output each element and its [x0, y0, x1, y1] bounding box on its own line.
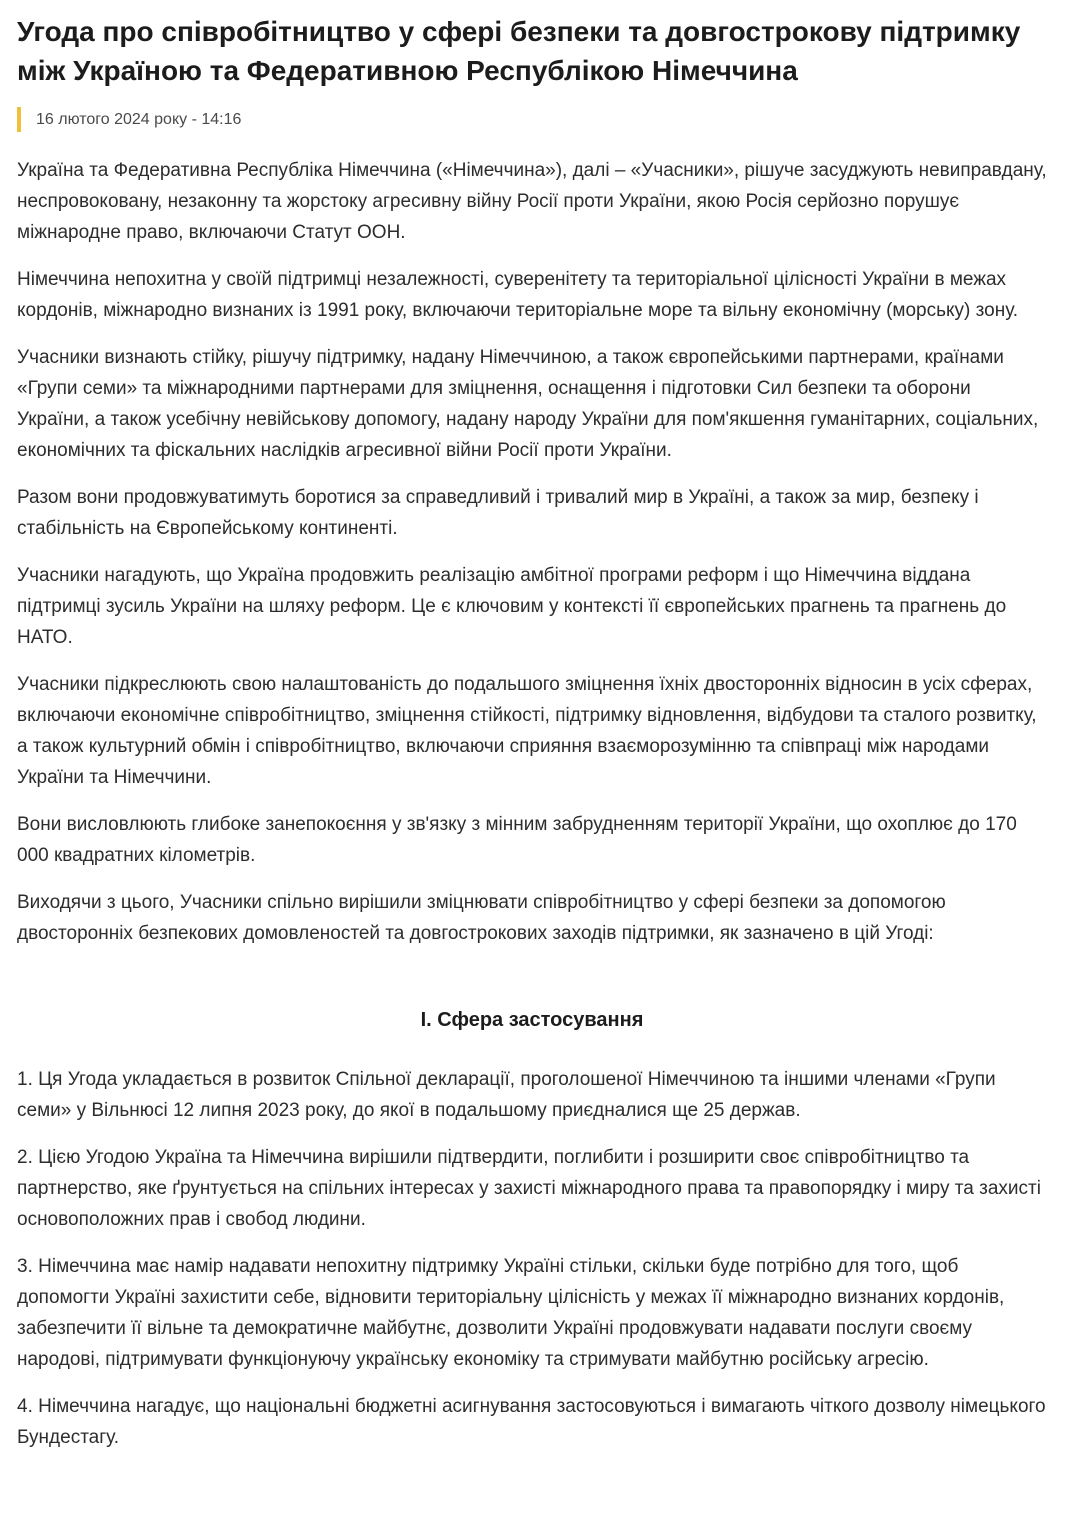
section-heading-scope: І. Сфера застосування — [420, 1009, 644, 1032]
paragraph: Учасники визнають стійку, рішучу підтримку, надану Німеччиною, а також європейськими партнерами, країнами «Групи семи» та міжнародними партнерами для зміцнення, оснащення і підготовки Сил безпеки та оборони України, а також усебічну невійськову допомогу, надану народу України для пом'якшення гуманітарних, соціальних, економічних та фіскальних наслідків агресивної війни Росії проти України. — [17, 347, 1039, 462]
numbered-paragraph: 3. Німеччина має намір надавати непохитну підтримку Україні стільки, скільки буде потрібно для того, щоб допомогти Україні захистити себе, відновити територіальну цілісність у межах її міжнародно визнаних кордонів, забезпечити її вільне та демократичне майбутнє, дозволити Україні продовжувати надавати послуги своєму народові, підтримувати функціонуючу українську економіку та стримувати майбутню російську агресію. — [17, 1256, 1005, 1371]
paragraph: Учасники нагадують, що Україна продовжить реалізацію амбітної програми реформ і що Німеччина віддана підтримці зусиль України на шляху реформ. Це є ключовим у контексті її європейських прагнень та прагнень до НАТО. — [17, 565, 1007, 649]
article-title: Угода про співробітництво у сфері безпеки та довгострокову підтримку між Україною та Федеративною Республікою Німеччина — [17, 16, 1021, 87]
paragraph: Україна та Федеративна Республіка Німеччина («Німеччина»), далі – «Учасники», рішуче засуджують невиправдану, неспровоковану, незаконну та жорстоку агресивну війну Росії проти України, якою Росія серйозно порушує міжнародне право, включаючи Статут ООН. — [17, 160, 1047, 244]
paragraph: Вони висловлюють глибоке занепокоєння у зв'язку з мінним забрудненням території України, що охоплює до 170 000 квадратних кілометрів. — [17, 814, 1017, 867]
paragraph: Разом вони продовжуватимуть боротися за справедливий і тривалий мир в Україні, а також за мир, безпеку і стабільність на Європейському континенті. — [17, 487, 979, 540]
numbered-paragraph: 4. Німеччина нагадує, що національні бюджетні асигнування застосовуються і вимагають чіткого дозволу німецького Бундестагу. — [17, 1396, 1046, 1449]
numbered-paragraph: 2. Цією Угодою Україна та Німеччина вирішили підтвердити, поглибити і розширити своє співробітництво та партнерство, яке ґрунтується на спільних інтересах у захисті міжнародного права та правопорядку і миру та захисті основоположних прав і свобод людини. — [17, 1147, 1041, 1231]
accent-bar — [17, 107, 21, 132]
publish-date: 16 лютого 2024 року - 14:16 — [36, 110, 242, 128]
paragraph: Учасники підкреслюють свою налаштованість до подальшого зміцнення їхніх двосторонніх відносин в усіх сферах, включаючи економічне співробітництво, зміцнення стійкості, підтримку відновлення, відбудови та сталого розвитку, а також культурний обмін і співробітництво, включаючи сприяння взаєморозумінню та співпраці між народами України та Німеччини. — [17, 674, 1037, 789]
paragraph: Німеччина непохитна у своїй підтримці незалежності, суверенітету та територіальної цілісності України в межах кордонів, міжнародно визнаних із 1991 року, включаючи територіальне море та вільну економічну (морську) зону. — [17, 269, 1019, 322]
numbered-paragraph: 1. Ця Угода укладається в розвиток Спільної декларації, проголошеної Німеччиною та іншими членами «Групи семи» у Вільнюсі 12 липня 2023 року, до якої в подальшому приєдналися ще 25 держав. — [17, 1069, 996, 1122]
article-dateline — [17, 107, 1047, 132]
paragraph: Виходячи з цього, Учасники спільно вирішили зміцнювати співробітництво у сфері безпеки за допомогою двосторонніх безпекових домовленостей та довгострокових заходів підтримки, як зазначено в цій Угоді: — [17, 892, 946, 945]
